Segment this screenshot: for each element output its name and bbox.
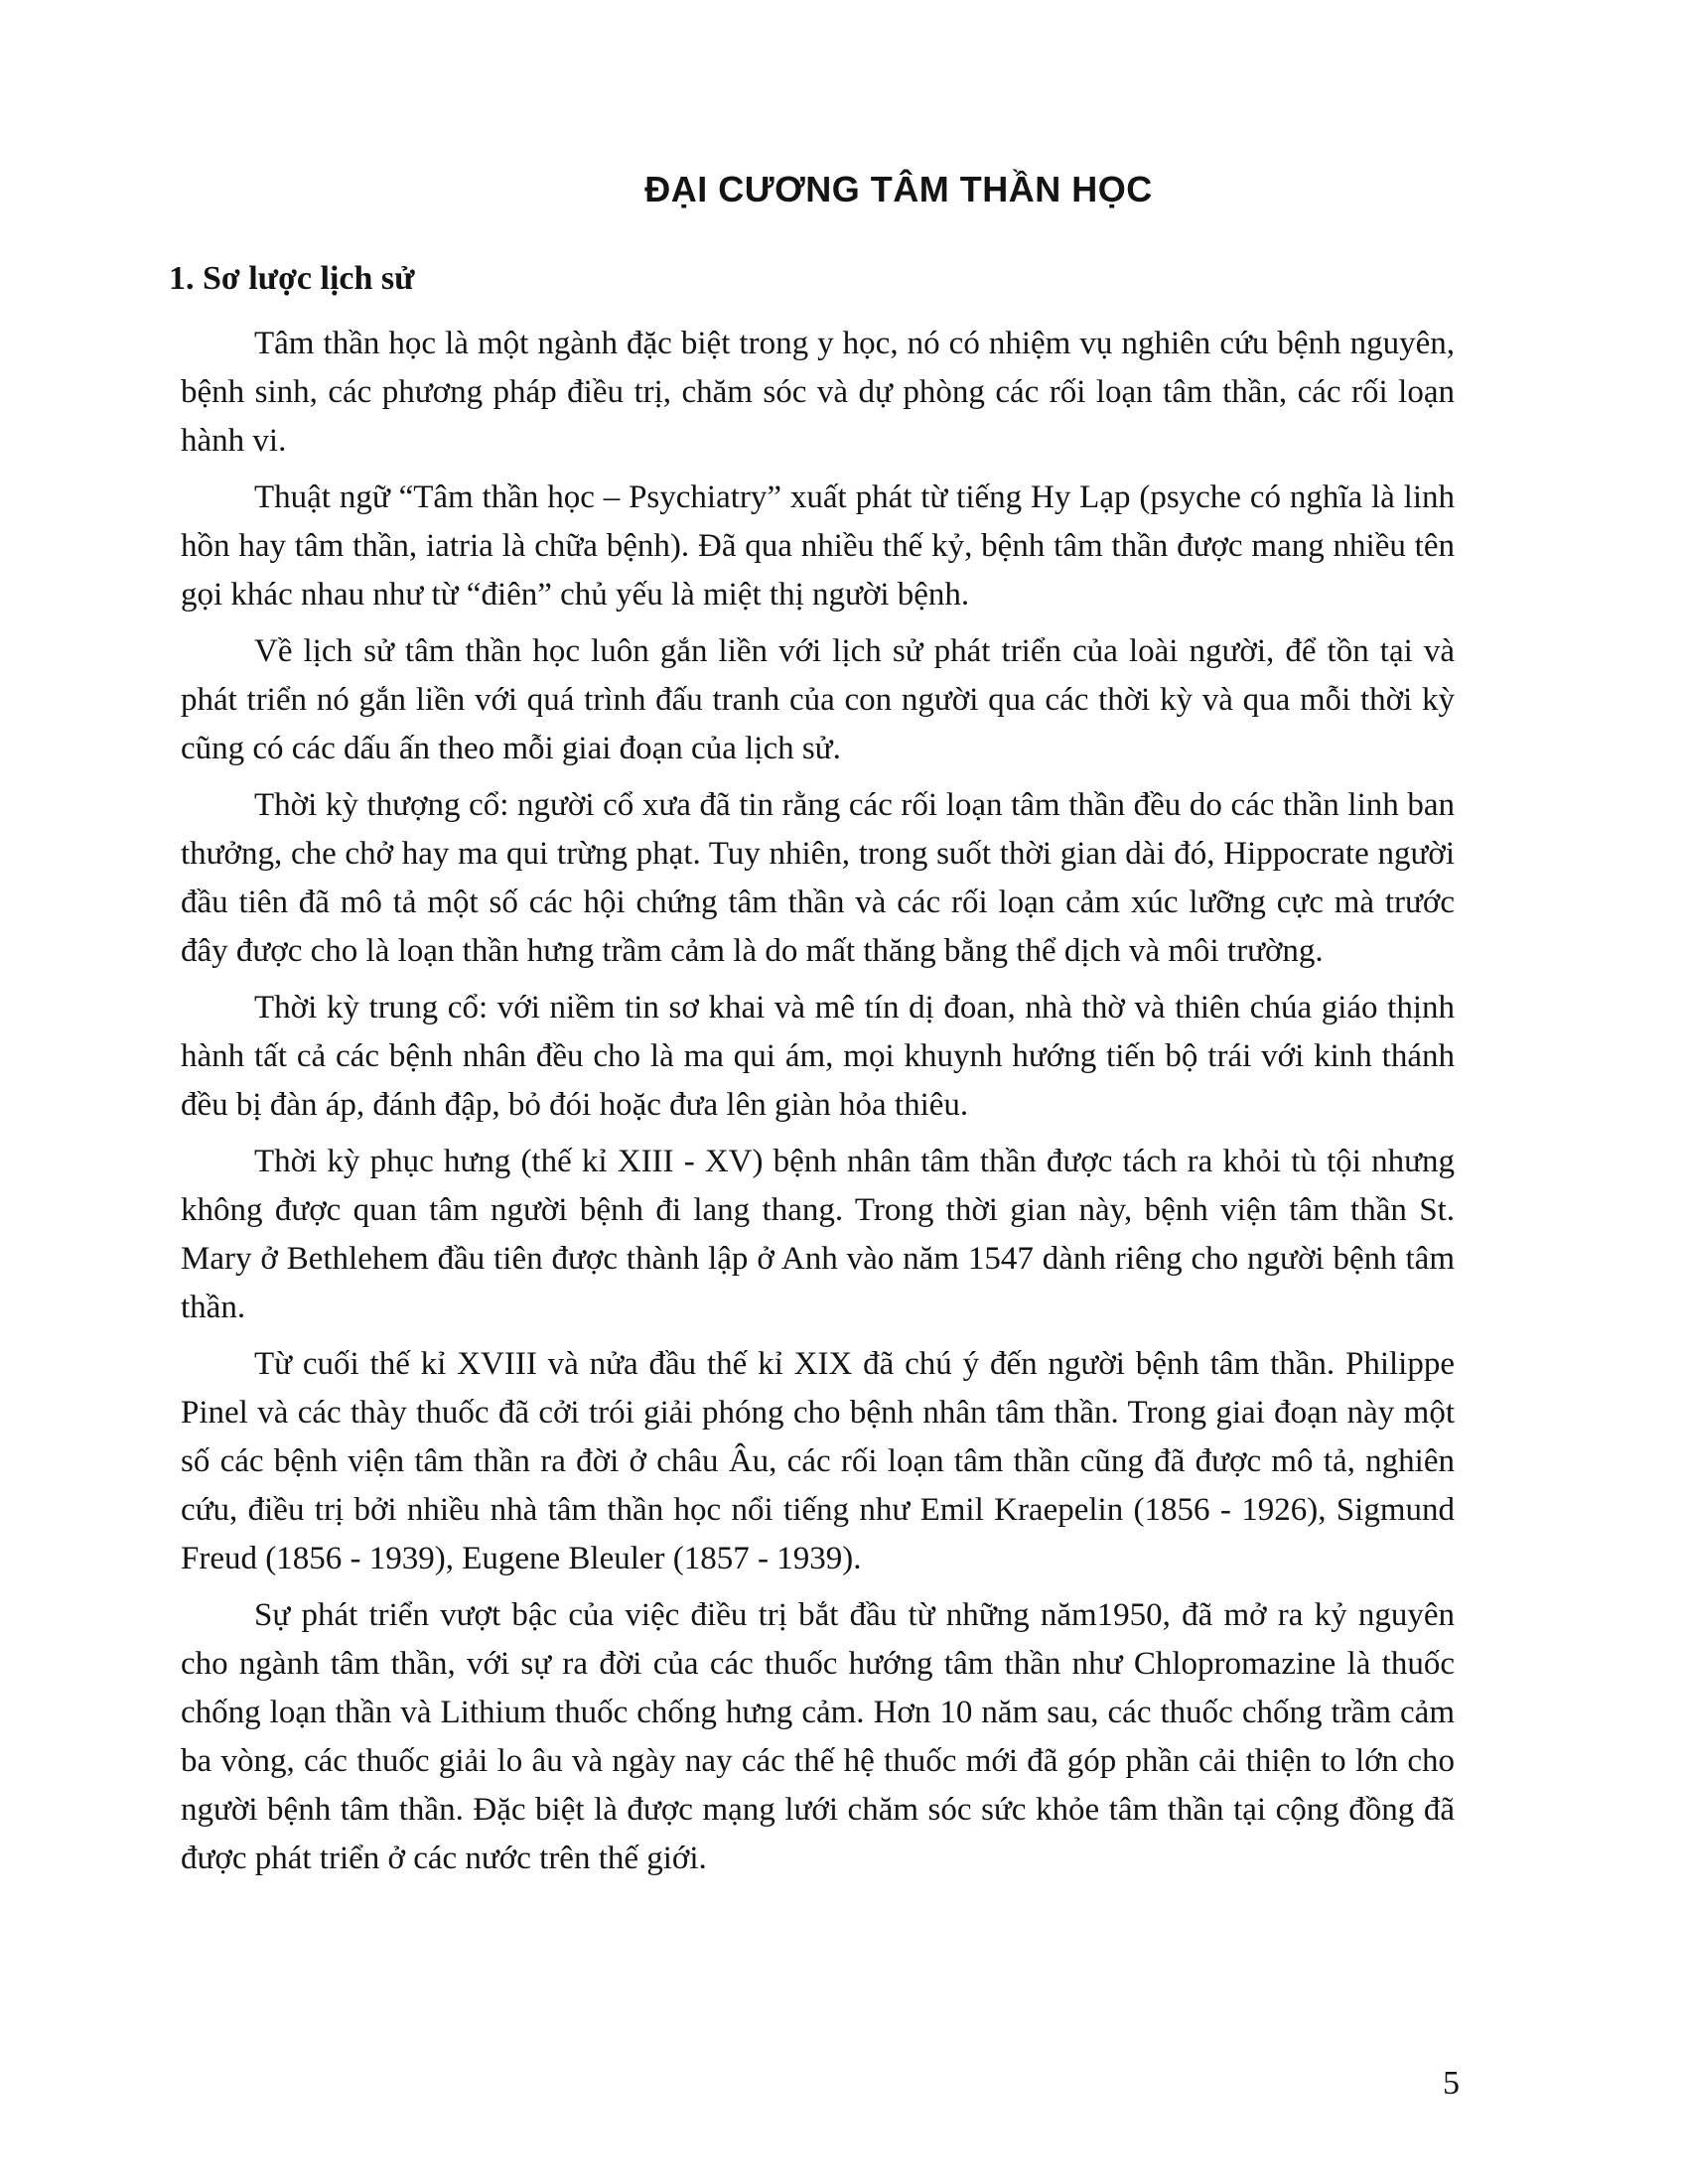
paragraph: Sự phát triển vượt bậc của việc điều trị bắt đầu từ những năm1950, đã mở ra kỷ nguyên cho ngành tâm thần, với sự ra đời của các thuốc hướng tâm thần như Chlopromazine là thuốc chống loạn thần và Lithium thuốc chống hưng cảm. Hơn 10 năm sau, các thuốc chống trầm cảm ba vòng, các thuốc giải lo âu và ngày nay các thế hệ thuốc mới đã góp phần cải thiện to lớn cho người bệnh tâm thần. Đặc biệt là được mạng lưới chăm sóc sức khỏe tâm thần tại cộng đồng đã được phát triển ở các nước trên thế giới.	[181, 1597, 1455, 1876]
paragraph: Thuật ngữ “Tâm thần học – Psychiatry” xuất phát từ tiếng Hy Lạp (psyche có nghĩa là linh hồn hay tâm thần, iatria là chữa bệnh). Đã qua nhiều thế kỷ, bệnh tâm thần được mang nhiều tên gọi khác nhau như từ “điên” chủ yếu là miệt thị người bệnh.	[181, 479, 1455, 613]
page-title: ĐẠI CƯƠNG TÂM THẦN HỌC	[644, 169, 1153, 209]
section-heading: 1. Sơ lược lịch sử	[169, 260, 415, 297]
paragraph: Từ cuối thế kỉ XVIII và nửa đầu thế kỉ XIX đã chú ý đến người bệnh tâm thần. Philippe Pinel và các thày thuốc đã cởi trói giải phóng cho bệnh nhân tâm thần. Trong giai đoạn này một số các bệnh viện tâm thần ra đời ở châu Âu, các rối loạn tâm thần cũng đã được mô tả, nghiên cứu, điều trị bởi nhiều nhà tâm thần học nổi tiếng như Emil Kraepelin (1856 - 1926), Sigmund Freud (1856 - 1939), Eugene Bleuler (1857 - 1939).	[181, 1346, 1455, 1576]
paragraph: Về lịch sử tâm thần học luôn gắn liền với lịch sử phát triển của loài người, để tồn tại và phát triển nó gắn liền với quá trình đấu tranh của con người qua các thời kỳ và qua mỗi thời kỳ cũng có các dấu ấn theo mỗi giai đoạn của lịch sử.	[181, 633, 1455, 766]
paragraph: Tâm thần học là một ngành đặc biệt trong y học, nó có nhiệm vụ nghiên cứu bệnh nguyên, bệnh sinh, các phương pháp điều trị, chăm sóc và dự phòng các rối loạn tâm thần, các rối loạn hành vi.	[181, 326, 1455, 459]
paragraph: Thời kỳ thượng cổ: người cổ xưa đã tin rằng các rối loạn tâm thần đều do các thần linh ban thưởng, che chở hay ma qui trừng phạt. Tuy nhiên, trong suốt thời gian dài đó, Hippocrate người đầu tiên đã mô tả một số các hội chứng tâm thần và các rối loạn cảm xúc lưỡng cực mà trước đây được cho là loạn thần hưng trầm cảm là do mất thăng bằng thể dịch và môi trường.	[181, 787, 1455, 969]
paragraph: Thời kỳ phục hưng (thế kỉ XIII - XV) bệnh nhân tâm thần được tách ra khỏi tù tội nhưng không được quan tâm người bệnh đi lang thang. Trong thời gian này, bệnh viện tâm thần St. Mary ở Bethlehem đầu tiên được thành lập ở Anh vào năm 1547 dành riêng cho người bệnh tâm thần.	[181, 1144, 1455, 1325]
page-number: 5	[1443, 2065, 1460, 2102]
body-text	[181, 320, 1455, 1891]
paragraph: Thời kỳ trung cổ: với niềm tin sơ khai và mê tín dị đoan, nhà thờ và thiên chúa giáo thịnh hành tất cả các bệnh nhân đều cho là ma qui ám, mọi khuynh hướng tiến bộ trái với kinh thánh đều bị đàn áp, đánh đập, bỏ đói hoặc đưa lên giàn hỏa thiêu.	[181, 990, 1455, 1123]
